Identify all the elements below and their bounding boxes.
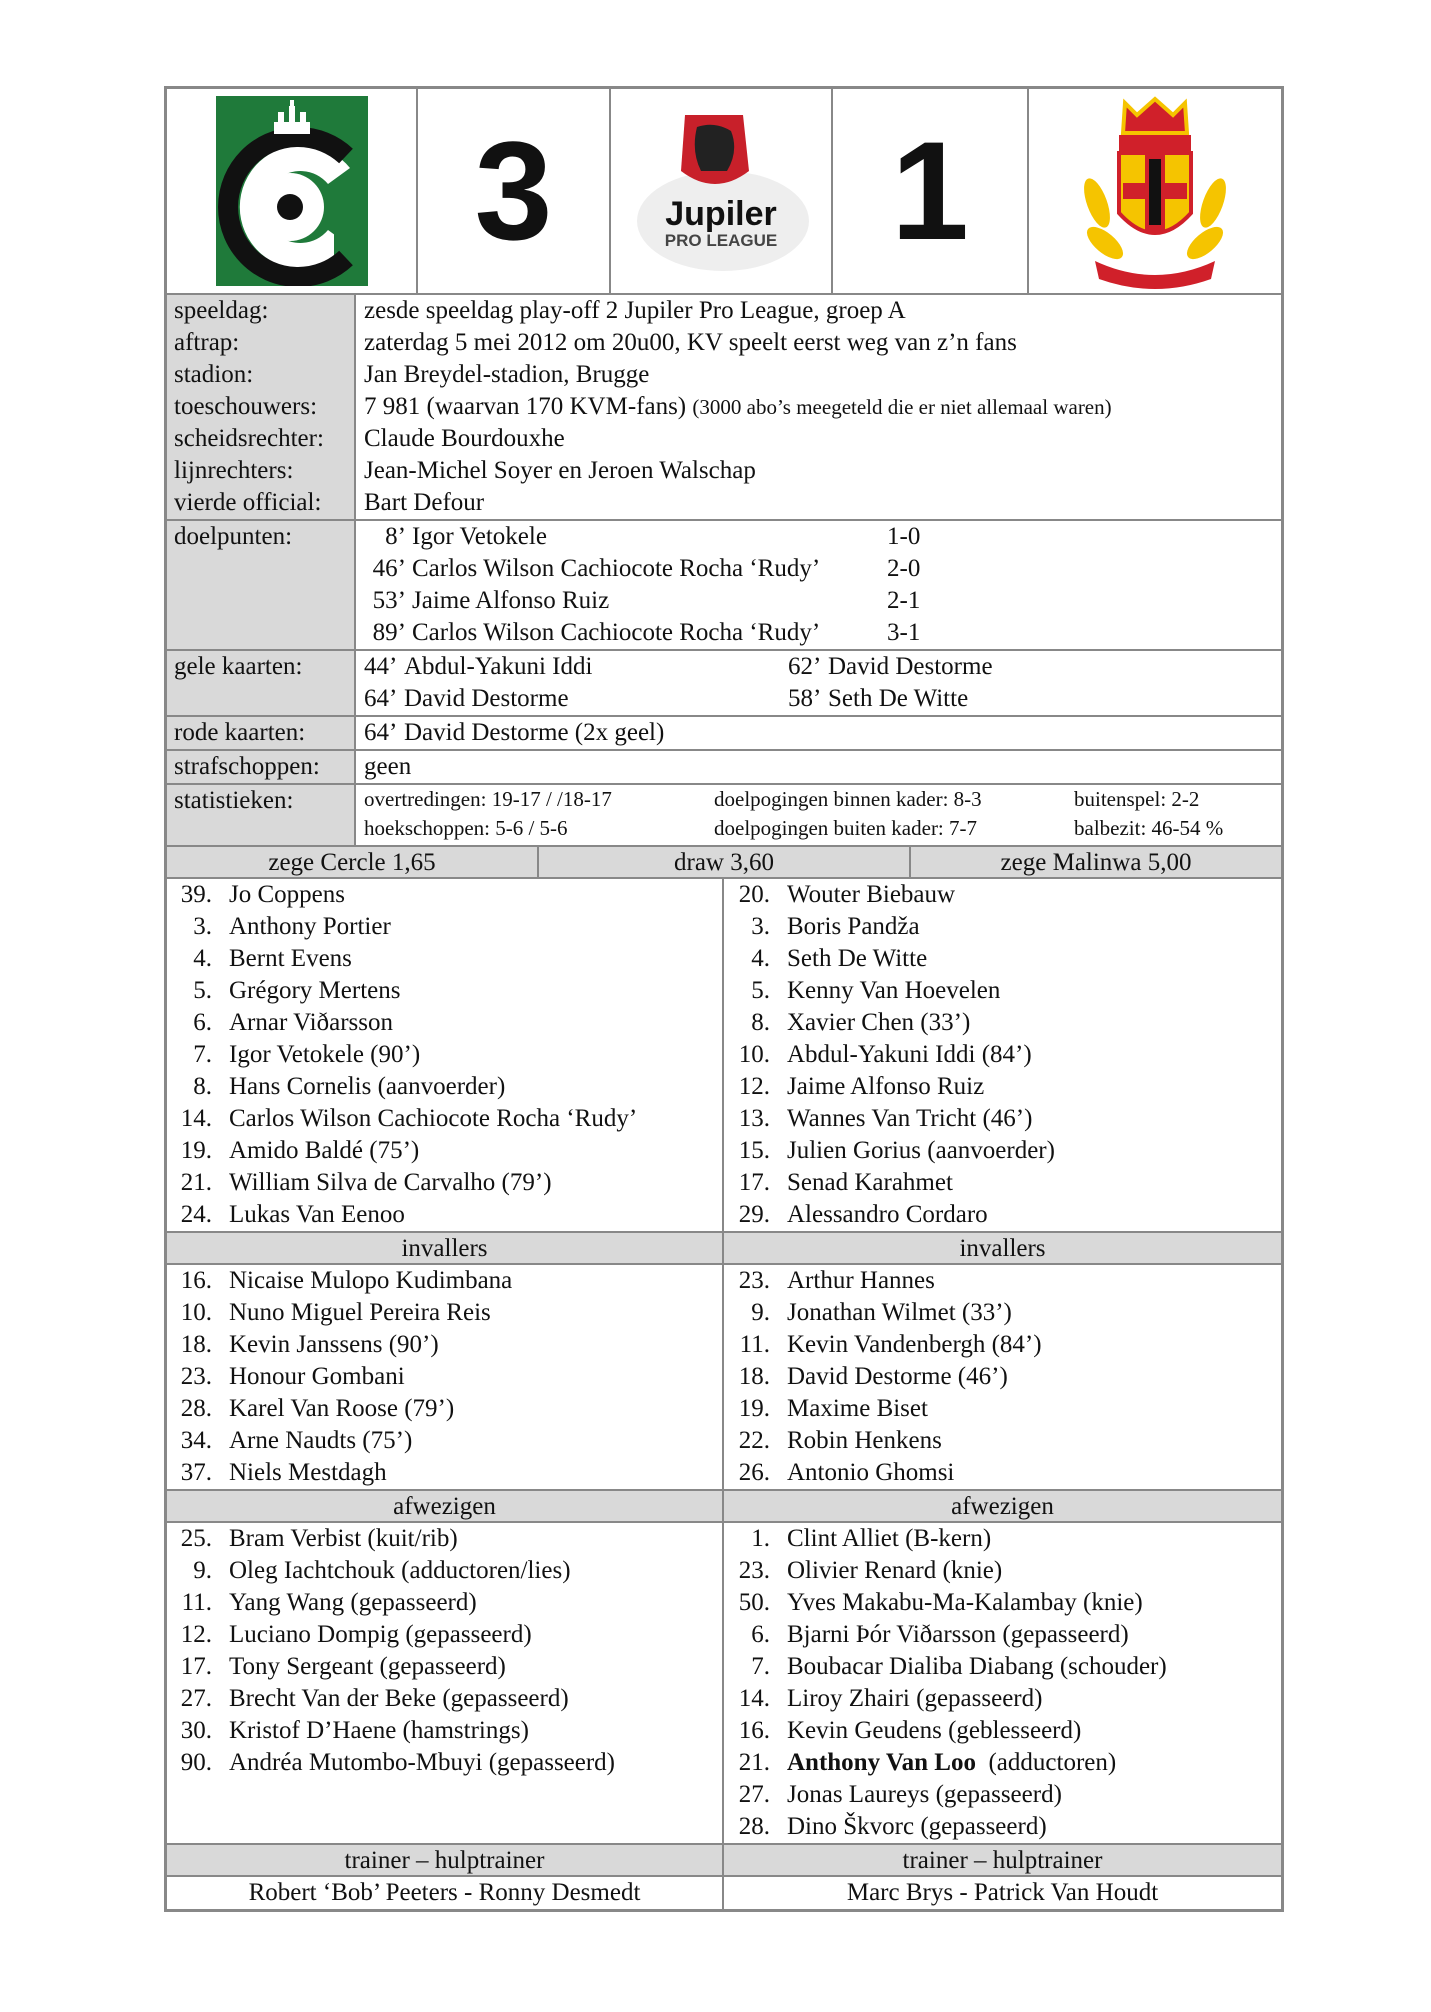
player-row (724, 1457, 1281, 1489)
player-name: Nuno Miguel Pereira Reis (229, 1299, 491, 1326)
player-row (167, 1103, 722, 1135)
red-cards-section: rode kaarten: 64’ David Destorme (2x geel) (167, 715, 1281, 749)
player-name: Karel Van Roose (79’) (229, 1395, 455, 1422)
home-absent (167, 1523, 724, 1843)
player-row (167, 1587, 722, 1619)
player-number: 27. (180, 1685, 212, 1712)
aftrap-value: zaterdag 5 mei 2012 om 20u00, KV speelt eerst weg van z’n fans (364, 329, 1017, 356)
player-number: 25. (180, 1525, 212, 1552)
trainers (164, 1877, 1284, 1912)
player-name: Kenny Van Hoevelen (787, 977, 1001, 1004)
player-row (724, 943, 1281, 975)
home-starters (167, 879, 724, 1231)
substitutes (164, 1265, 1284, 1489)
player-row (724, 1619, 1281, 1651)
home-score-cell (418, 89, 611, 293)
player-number: 9. (193, 1557, 212, 1584)
player-name: Niels Mestdagh (229, 1459, 387, 1486)
player-row (724, 911, 1281, 943)
player-name: Kevin Geudens (geblesseerd) (787, 1717, 1082, 1744)
player-row (167, 1651, 722, 1683)
player-row (167, 1683, 722, 1715)
player-row (724, 1297, 1281, 1329)
player-row (167, 1425, 722, 1457)
subs-header: invallers invallers (164, 1231, 1284, 1265)
home-trainer: Robert ‘Bob’ Peeters - Ronny Desmedt (167, 1877, 724, 1909)
player-name: Seth De Witte (787, 945, 928, 972)
player-row (167, 1747, 722, 1779)
player-name: Honour Gombani (229, 1363, 405, 1390)
player-name: Xavier Chen (33’) (787, 1009, 971, 1036)
cercle-brugge-logo (216, 96, 368, 286)
player-name: Tony Sergeant (gepasseerd) (229, 1653, 506, 1680)
statistics-section: statistieken: overtredingen: 19-17 / /18-17 doelpogingen binnen kader: 8-3 buitenspel: 2-2 hoekschoppen: 5-6 / 5-6 doelpogingen buiten kader: 7-7 balbezit: 46-54 % (167, 783, 1281, 845)
player-number: 11. (181, 1589, 212, 1616)
player-name: Wannes Van Tricht (46’) (787, 1105, 1033, 1132)
speeldag-value: zesde speeldag play-off 2 Jupiler Pro League, groep A (364, 297, 906, 324)
player-row (724, 1715, 1281, 1747)
player-number: 3. (193, 913, 212, 940)
player-name: Igor Vetokele (90’) (229, 1041, 421, 1068)
player-number: 8. (751, 1009, 770, 1036)
player-number: 10. (180, 1299, 212, 1326)
home-score: 3 (474, 112, 553, 269)
player-number: 15. (738, 1137, 770, 1164)
player-name: Jaime Alfonso Ruiz (787, 1073, 985, 1100)
match-header (164, 86, 1284, 295)
away-score: 1 (891, 112, 969, 269)
away-trainer: Marc Brys - Patrick Van Houdt (846, 1879, 1159, 1906)
player-name: Julien Gorius (aanvoerder) (787, 1137, 1055, 1164)
player-row (167, 975, 722, 1007)
player-name: Kevin Janssens (90’) (229, 1331, 439, 1358)
player-number: 22. (738, 1427, 770, 1454)
player-row (167, 1361, 722, 1393)
match-info (164, 295, 1284, 845)
player-name: Robin Henkens (787, 1427, 942, 1454)
goal-row: 53’ Jaime Alfonso Ruiz 2-1 (372, 587, 921, 614)
player-number: 3. (751, 913, 770, 940)
scheidsrechter-value: Claude Bourdouxhe (364, 425, 565, 452)
player-row (724, 1747, 1281, 1779)
player-number: 30. (180, 1717, 212, 1744)
player-row (724, 1523, 1281, 1555)
player-number: 6. (751, 1621, 770, 1648)
player-row (724, 1329, 1281, 1361)
yellow-cards-section: gele kaarten: 44’ Abdul-Yakuni Iddi 62’ David Destorme 64’ David Destorme 58’ Seth De Witte (167, 649, 1281, 715)
player-row (724, 1555, 1281, 1587)
player-name: Luciano Dompig (gepasseerd) (229, 1621, 532, 1648)
player-name: Arne Naudts (75’) (229, 1427, 413, 1454)
player-number: 11. (739, 1331, 770, 1358)
player-name: Carlos Wilson Cachiocote Rocha ‘Rudy’ (229, 1105, 638, 1132)
lijnrechters-value: Jean-Michel Soyer en Jeroen Walschap (364, 457, 756, 484)
player-number: 4. (193, 945, 212, 972)
player-name: Jonas Laureys (gepasseerd) (787, 1781, 1062, 1808)
player-name: Hans Cornelis (aanvoerder) (229, 1073, 506, 1100)
player-number: 29. (738, 1201, 770, 1228)
player-number: 1. (751, 1525, 770, 1552)
player-name: Alessandro Cordaro (787, 1201, 988, 1228)
player-row (724, 1425, 1281, 1457)
stadion-value: Jan Breydel-stadion, Brugge (364, 361, 650, 388)
player-number: 18. (738, 1363, 770, 1390)
player-name: Kevin Vandenbergh (84’) (787, 1331, 1042, 1358)
cercle-logo-cell (167, 89, 418, 293)
player-name: Olivier Renard (knie) (787, 1557, 1003, 1584)
player-number: 7. (193, 1041, 212, 1068)
player-number: 28. (180, 1395, 212, 1422)
player-row (724, 879, 1281, 911)
player-row (724, 1587, 1281, 1619)
away-starters (724, 879, 1281, 1231)
player-number: 5. (751, 977, 770, 1004)
yellow-card-row: 44’ Abdul-Yakuni Iddi 62’ David Destorme (364, 653, 993, 680)
away-subs (724, 1265, 1281, 1489)
player-row (167, 1135, 722, 1167)
player-row (167, 1619, 722, 1651)
player-number: 90. (180, 1749, 212, 1776)
player-name: Bjarni Þór Viðarsson (gepasseerd) (787, 1621, 1129, 1648)
player-name: Brecht Van der Beke (gepasseerd) (229, 1685, 569, 1712)
player-number: 23. (180, 1363, 212, 1390)
player-number: 5. (193, 977, 212, 1004)
player-row (724, 1103, 1281, 1135)
player-row (167, 1265, 722, 1297)
player-number: 14. (180, 1105, 212, 1132)
player-name: Nicaise Mulopo Kudimbana (229, 1267, 513, 1294)
player-name: Arthur Hannes (787, 1267, 935, 1294)
player-number: 28. (738, 1813, 770, 1840)
player-row (167, 1039, 722, 1071)
player-number: 4. (751, 945, 770, 972)
player-row (167, 1393, 722, 1425)
player-number: 13. (738, 1105, 770, 1132)
player-number: 23. (738, 1557, 770, 1584)
player-number: 50. (738, 1589, 770, 1616)
player-row (724, 1811, 1281, 1843)
player-number: 37. (180, 1459, 212, 1486)
player-name: Bernt Evens (229, 945, 352, 972)
stat-row: hoekschoppen: 5-6 / 5-6 doelpogingen buiten kader: 7-7 balbezit: 46-54 % (364, 816, 1224, 840)
player-number: 18. (180, 1331, 212, 1358)
player-name: Clint Alliet (B-kern) (787, 1525, 992, 1552)
player-row (167, 1555, 722, 1587)
league-logo-cell (611, 89, 833, 293)
player-row (724, 1361, 1281, 1393)
player-number: 10. (738, 1041, 770, 1068)
player-row (724, 1651, 1281, 1683)
player-name: Dino Škvorc (gepasseerd) (787, 1813, 1047, 1840)
player-number: 19. (180, 1137, 212, 1164)
stat-row: overtredingen: 19-17 / /18-17 doelpogingen binnen kader: 8-3 buitenspel: 2-2 (364, 787, 1200, 811)
odds-home: zege Cercle 1,65 (167, 847, 539, 877)
player-name: David Destorme (46’) (787, 1363, 1008, 1390)
league-logo-text: Jupiler PRO LEAGUE (664, 195, 778, 250)
player-name: Maxime Biset (787, 1395, 928, 1422)
info-values (356, 295, 1281, 519)
player-row (724, 1135, 1281, 1167)
goal-row: 46’ Carlos Wilson Cachiocote Rocha ‘Rudy’ 2-0 (372, 555, 921, 582)
player-number: 17. (180, 1653, 212, 1680)
player-number: 17. (738, 1169, 770, 1196)
player-number: 23. (738, 1267, 770, 1294)
player-name: Grégory Mertens (229, 977, 401, 1004)
starting-lineups (164, 879, 1284, 1231)
player-row (724, 975, 1281, 1007)
player-name: Abdul-Yakuni Iddi (84’) (787, 1041, 1032, 1068)
player-name: Bram Verbist (kuit/rib) (229, 1525, 458, 1552)
goal-row: 89’ Carlos Wilson Cachiocote Rocha ‘Rudy’ 3-1 (372, 619, 921, 646)
player-number: 27. (738, 1781, 770, 1808)
info-labels: speeldag: aftrap: stadion: toeschouwers: scheidsrechter: lijnrechters: vierde official: (167, 295, 356, 519)
player-row (167, 1071, 722, 1103)
player-row (167, 1007, 722, 1039)
away-score-cell (833, 89, 1029, 293)
player-number: 39. (180, 881, 212, 908)
player-number: 8. (193, 1073, 212, 1100)
penalties-section: strafschoppen: geen (167, 749, 1281, 783)
kv-mechelen-logo (1075, 93, 1235, 289)
player-number: 12. (738, 1073, 770, 1100)
away-absent (724, 1523, 1281, 1843)
player-row (167, 911, 722, 943)
absent-players (164, 1523, 1284, 1843)
player-number: 6. (193, 1009, 212, 1036)
player-number: 7. (751, 1653, 770, 1680)
home-subs (167, 1265, 724, 1489)
player-name: Anthony Portier (229, 913, 391, 940)
player-name: Wouter Biebauw (787, 881, 956, 908)
player-number: 16. (180, 1267, 212, 1294)
player-number: 9. (751, 1299, 770, 1326)
player-number: 14. (738, 1685, 770, 1712)
vierde-official-value: Bart Defour (364, 489, 485, 516)
goals-section: doelpunten: 8’ Igor Vetokele 1-0 46’ Carlos Wilson Cachiocote Rocha ‘Rudy’ 2-0 53’ Jaime Alfonso Ruiz 2-1 89’ Carlos Wilson Cachiocote Rocha ‘Rudy’ 3-1 (167, 519, 1281, 649)
player-row (167, 943, 722, 975)
player-row (724, 1167, 1281, 1199)
player-number: 34. (180, 1427, 212, 1454)
player-row (167, 1457, 722, 1489)
player-name: Boubacar Dialiba Diabang (schouder) (787, 1653, 1167, 1680)
player-name: William Silva de Carvalho (79’) (229, 1169, 552, 1196)
player-number: 19. (738, 1395, 770, 1422)
player-name: Andréa Mutombo-Mbuyi (gepasseerd) (229, 1749, 616, 1776)
player-name: Jonathan Wilmet (33’) (787, 1299, 1012, 1326)
betting-odds (164, 845, 1284, 879)
player-number: 20. (738, 881, 770, 908)
player-name: Senad Karahmet (787, 1169, 953, 1196)
player-name: Anthony Van Loo (787, 1749, 976, 1776)
player-row (724, 1199, 1281, 1231)
player-number: 12. (180, 1621, 212, 1648)
odds-draw: draw 3,60 (539, 847, 911, 877)
yellow-card-row: 64’ David Destorme 58’ Seth De Witte (364, 685, 969, 712)
player-name: Yang Wang (gepasseerd) (229, 1589, 477, 1616)
goal-row: 8’ Igor Vetokele 1-0 (385, 523, 921, 550)
player-name: Jo Coppens (229, 881, 345, 908)
player-row (724, 1071, 1281, 1103)
player-note: (adductoren) (975, 1749, 1117, 1776)
player-name: Amido Baldé (75’) (229, 1137, 420, 1164)
player-name: Liroy Zhairi (gepasseerd) (787, 1685, 1043, 1712)
player-row (167, 1297, 722, 1329)
player-row (167, 1167, 722, 1199)
absent-header: afwezigen afwezigen (164, 1489, 1284, 1523)
player-name: Oleg Iachtchouk (adductoren/lies) (229, 1557, 571, 1584)
kvm-logo-cell (1029, 89, 1281, 293)
player-row (167, 1199, 722, 1231)
player-number: 24. (180, 1201, 212, 1228)
player-name: Antonio Ghomsi (787, 1459, 955, 1486)
player-name: Lukas Van Eenoo (229, 1201, 405, 1228)
player-row (167, 879, 722, 911)
player-number: 26. (738, 1459, 770, 1486)
player-name: Yves Makabu-Ma-Kalambay (knie) (787, 1589, 1143, 1616)
player-number: 16. (738, 1717, 770, 1744)
player-name: Boris Pandža (787, 913, 920, 940)
toeschouwers-value: 7 981 (waarvan 170 KVM-fans) (3000 abo’s meegeteld die er niet allemaal waren) (364, 393, 1112, 420)
player-row (724, 1007, 1281, 1039)
player-row (724, 1393, 1281, 1425)
player-name: Kristof D’Haene (hamstrings) (229, 1717, 529, 1744)
player-row (724, 1039, 1281, 1071)
odds-away: zege Malinwa 5,00 (1000, 849, 1192, 876)
trainer-header: trainer – hulptrainer trainer – hulptrainer (164, 1843, 1284, 1877)
player-row (167, 1715, 722, 1747)
player-row (167, 1523, 722, 1555)
player-number: 21. (180, 1169, 212, 1196)
player-row (724, 1683, 1281, 1715)
player-row (724, 1265, 1281, 1297)
player-name: Arnar Viðarsson (229, 1009, 393, 1036)
player-row (167, 1329, 722, 1361)
player-row (724, 1779, 1281, 1811)
player-number: 21. (738, 1749, 770, 1776)
